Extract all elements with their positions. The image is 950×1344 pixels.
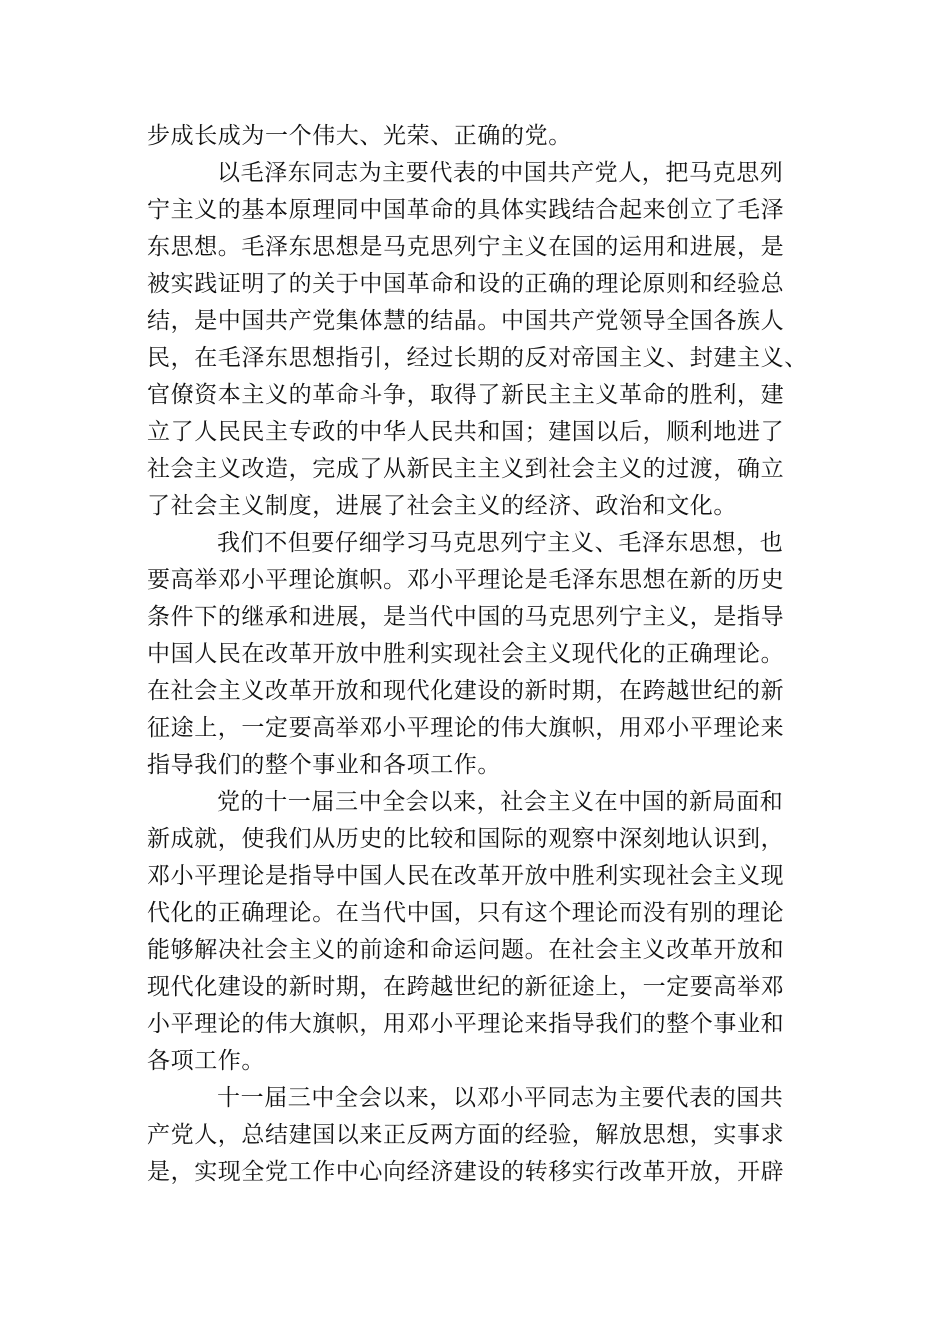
text-line: 征途上，一定要高举邓小平理论的伟大旗帜，用邓小平理论来 — [147, 715, 785, 741]
text-line: 各项工作。 — [147, 1048, 265, 1074]
text-line: 立了人民民主专政的中华人民共和国；建国以后，顺利地进了 — [147, 419, 785, 445]
text-line: 东思想。毛泽东思想是马克思列宁主义在国的运用和进展，是 — [147, 234, 785, 260]
text-line: 新成就，使我们从历史的比较和国际的观察中深刻地认识到， — [147, 826, 785, 852]
text-line: 中国人民在改革开放中胜利实现社会主义现代化的正确理论。 — [147, 641, 785, 667]
text-line: 官僚资本主义的革命斗争，取得了新民主主义革命的胜利，建 — [147, 382, 785, 408]
text-line: 社会主义改造，完成了从新民主主义到社会主义的过渡，确立 — [147, 456, 785, 482]
paragraph-first-line: 十一届三中全会以来，以邓小平同志为主要代表的国共 — [217, 1085, 784, 1111]
text-line: 结，是中国共产党集体慧的结晶。中国共产党领导全国各族人 — [147, 308, 785, 334]
paragraph-first-line: 以毛泽东同志为主要代表的中国共产党人，把马克思列 — [217, 160, 784, 186]
text-line: 要高举邓小平理论旗帜。邓小平理论是毛泽东思想在新的历史 — [147, 567, 785, 593]
text-line: 步成长成为一个伟大、光荣、正确的党。 — [147, 123, 572, 149]
text-line: 小平理论的伟大旗帜，用邓小平理论来指导我们的整个事业和 — [147, 1011, 785, 1037]
text-line: 现代化建设的新时期，在跨越世纪的新征途上，一定要高举邓 — [147, 974, 785, 1000]
text-line: 邓小平理论是指导中国人民在改革开放中胜利实现社会主义现 — [147, 863, 785, 889]
text-line: 条件下的继承和进展，是当代中国的马克思列宁主义，是指导 — [147, 604, 785, 630]
text-line: 了社会主义制度，进展了社会主义的经济、政治和文化。 — [147, 493, 737, 519]
text-line: 代化的正确理论。在当代中国，只有这个理论而没有别的理论 — [147, 900, 785, 926]
text-line: 产党人，总结建国以来正反两方面的经验，解放思想，实事求 — [147, 1122, 785, 1148]
text-line: 能够解决社会主义的前途和命运问题。在社会主义改革开放和 — [147, 937, 785, 963]
text-line: 是，实现全党工作中心向经济建设的转移实行改革开放，开辟 — [147, 1159, 785, 1185]
text-line: 指导我们的整个事业和各项工作。 — [147, 752, 501, 778]
text-line: 民，在毛泽东思想指引，经过长期的反对帝国主义、封建主义、 — [147, 345, 808, 371]
paragraph-first-line: 我们不但要仔细学习马克思列宁主义、毛泽东思想，也 — [217, 530, 784, 556]
text-line: 被实践证明了的关于中国革命和设的正确的理论原则和经验总 — [147, 271, 785, 297]
text-line: 在社会主义改革开放和现代化建设的新时期，在跨越世纪的新 — [147, 678, 785, 704]
document-body — [147, 118, 827, 1191]
text-line: 宁主义的基本原理同中国革命的具体实践结合起来创立了毛泽 — [147, 197, 785, 223]
paragraph-first-line: 党的十一届三中全会以来，社会主义在中国的新局面和 — [217, 789, 784, 815]
